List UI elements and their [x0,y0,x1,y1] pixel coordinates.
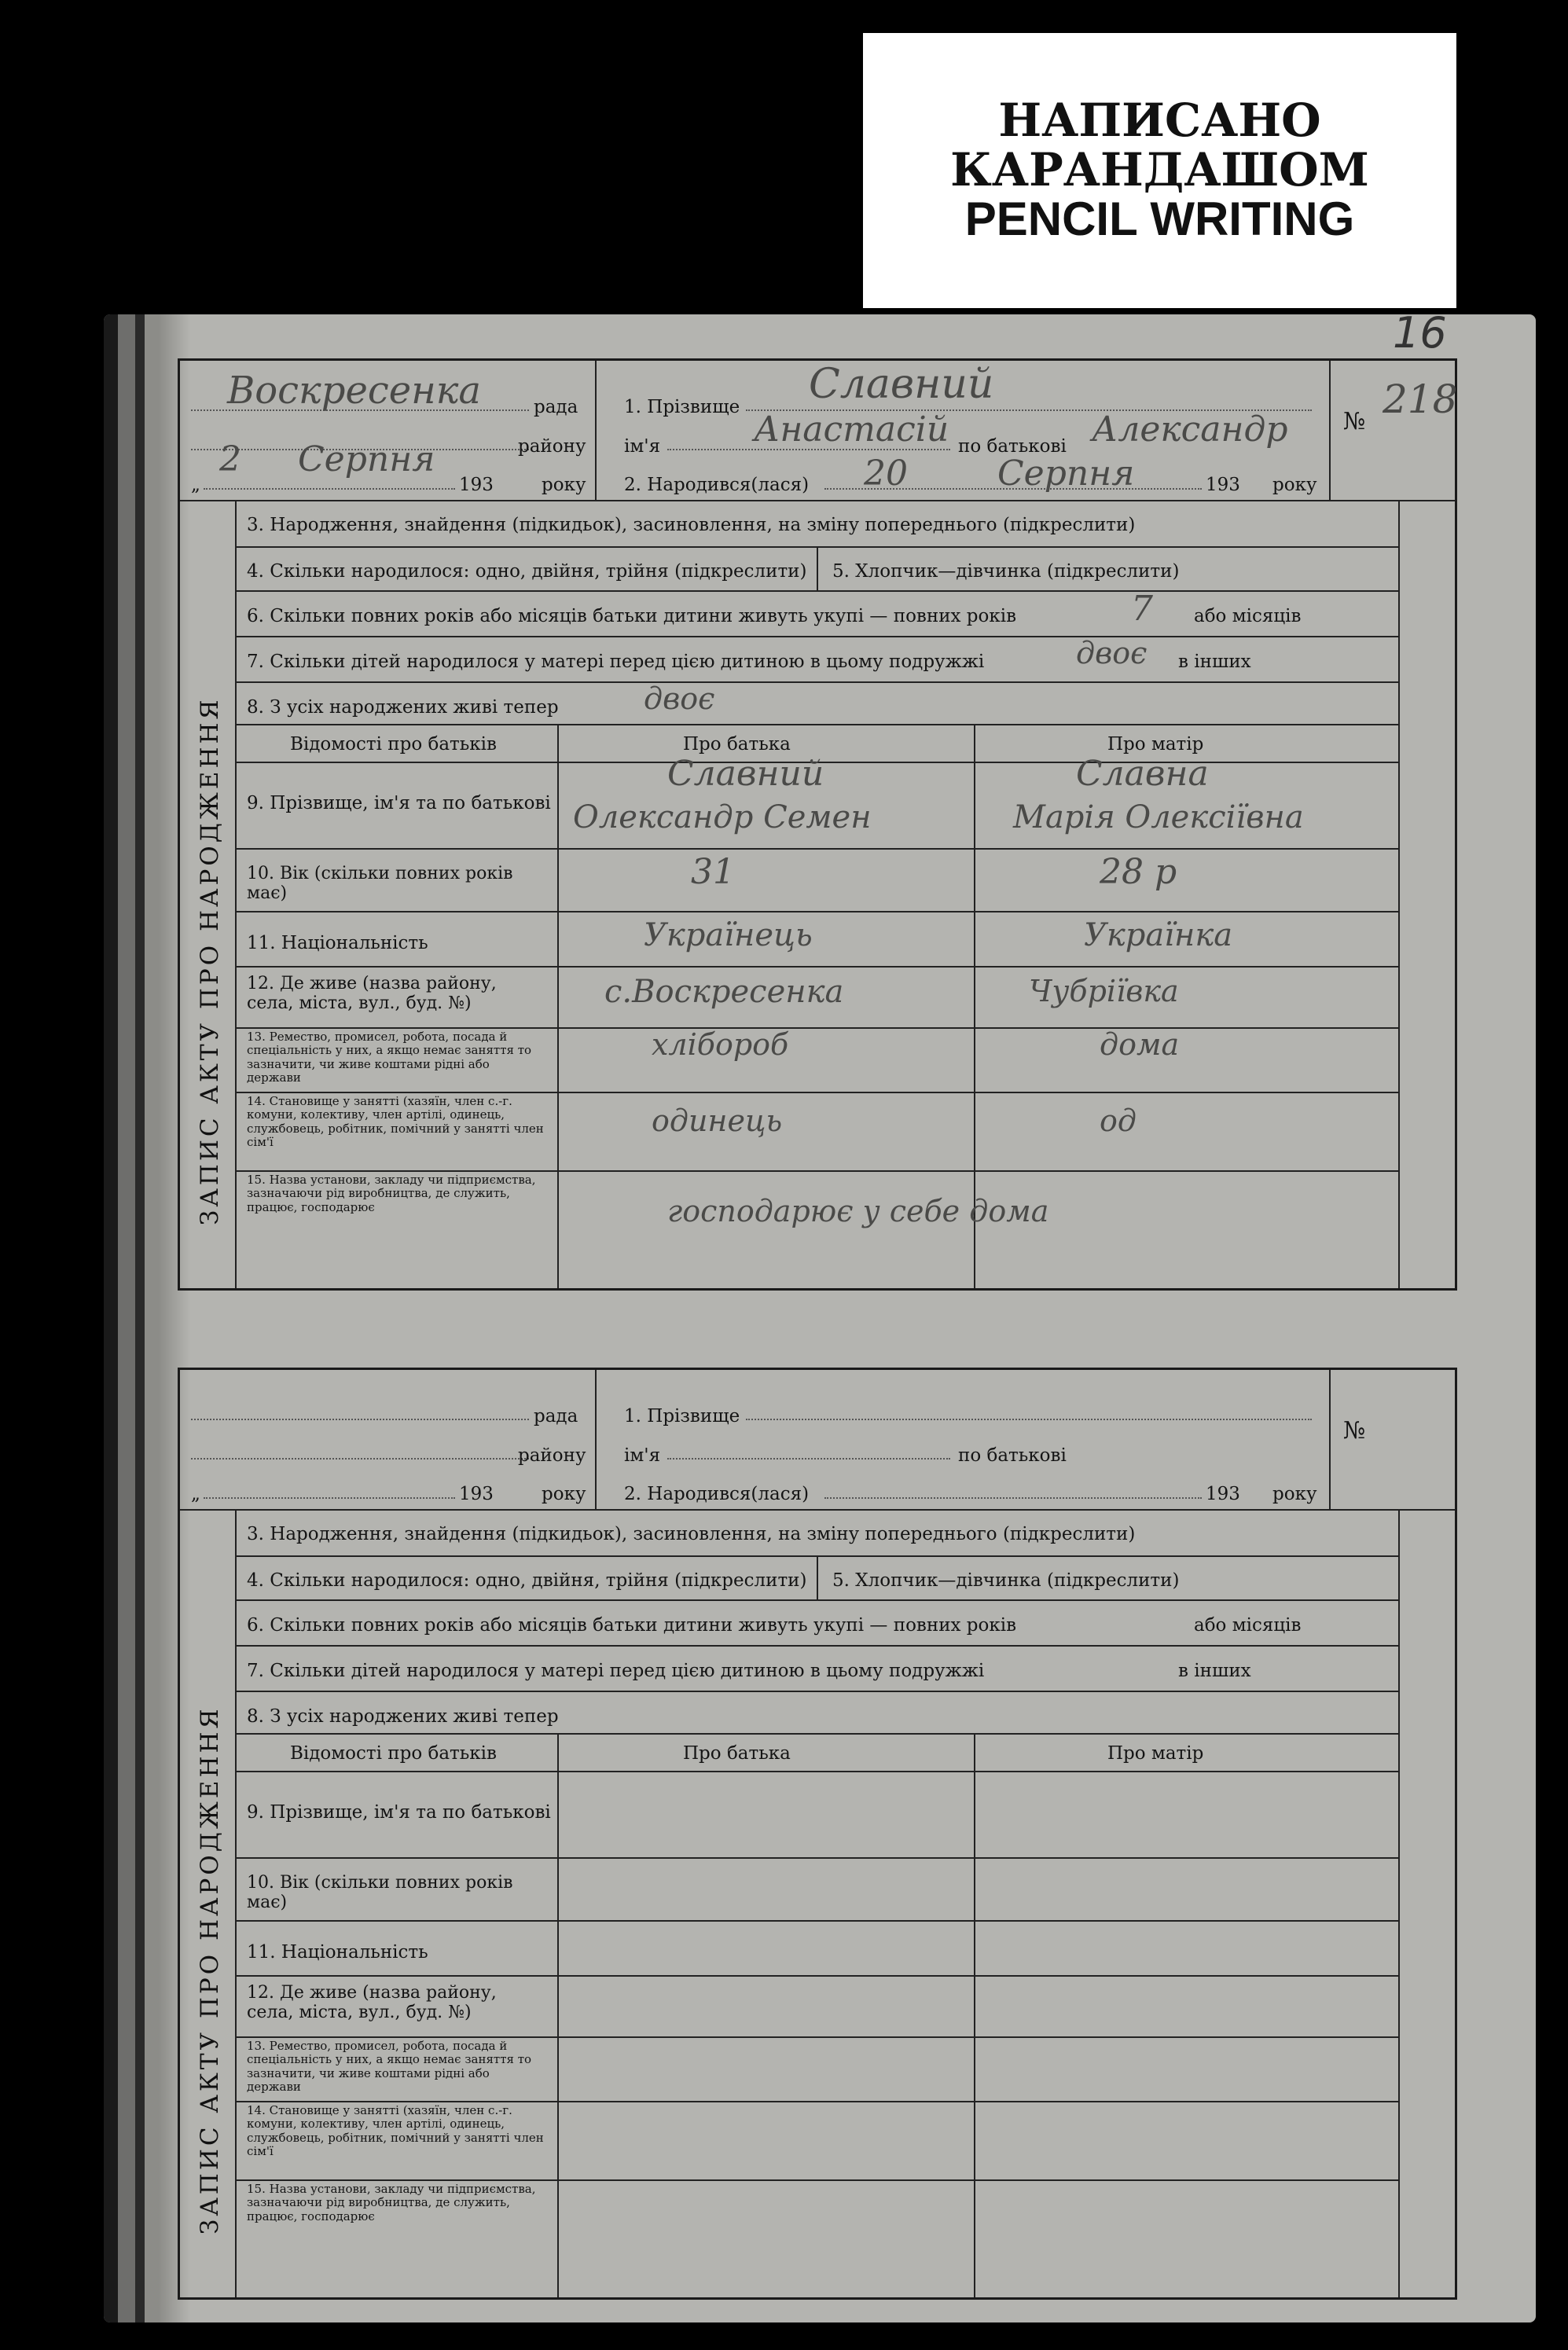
hw-alive-now: двоє [644,681,715,716]
row-15: 15. Назва установи, закладу чи підприємства, зазначаючи рід виробництва, де служить, працює, господарює [247,1173,536,1214]
row-4: 4. Скільки народилося: одно, двійня, трійня (підкреслити) [247,561,807,582]
hw-father-name: Олександр Семен [573,799,872,835]
label-line-2: КАРАНДАШОМ [950,142,1369,196]
row-12: 12. Де живе (назва району, села, міста, вул., буд. №) [247,974,497,1014]
hw-years-together: 7 [1131,589,1153,629]
hw-father-age: 31 [691,852,735,892]
raion-label: району [518,436,586,457]
row-13: 13. Ремество, промисел, робота, посада й спеціальність у них, а якщо немає заняття то зазначити, чи живе коштами рідні або держави [247,1030,532,1085]
row-6b: або місяців [1194,606,1302,626]
hw-patronymic: Александр [1092,409,1288,450]
patronymic-label: по батькові [958,436,1067,457]
row-7b: в інших [1178,652,1251,672]
hw-mother-place: Чубріївка [1029,974,1179,1008]
col-mother: Про матір [1107,734,1204,755]
hw-name: Анастасій [754,409,949,450]
year-label: 193 [459,475,494,495]
document-page [104,314,1536,2322]
hw-father-surname: Славний [667,754,824,794]
row-8: 8. З усіх народжених живі тепер [247,697,559,718]
page-number: 16 [1393,314,1447,358]
row-11: 11. Національність [247,933,428,953]
row-3: 3. Народження, знайдення (підкидьок), засиновлення, на зміну попереднього (підкреслити) [247,515,1136,535]
hw-mother-age: 28 р [1100,852,1177,892]
row-7: 7. Скільки дітей народилося у матері перед цією дитиною в цьому подружжі [247,652,985,672]
col-father: Про батька [683,734,791,755]
hw-record-no: 218 [1383,376,1458,422]
row-14: 14. Становище у занятті (хазяїн, член с.-г. комуни, колективу, член артілі, одинець, службовець, робітник, помічний у занятті член сім'ї [247,1094,544,1149]
hw-father-job: хлібороб [652,1027,789,1062]
hw-surname: Славний [809,361,994,408]
roku-label: року [542,475,586,495]
hw-mother-status: од [1100,1103,1137,1138]
record-number-sign: № [1343,408,1366,435]
hw-father-status: одинець [652,1103,783,1138]
hw-date-month: Серпня [298,439,435,479]
born-label: 2. Народився(лася) [624,475,810,495]
name-label: ім'я [624,436,661,457]
row-9: 9. Прізвище, ім'я та по батькові [247,793,551,813]
hw-mother-nationality: Українка [1084,917,1233,953]
hw-mother-job: дома [1100,1027,1180,1062]
hw-date-day: 2 [219,439,241,479]
hw-village: Воскресенка [227,369,482,413]
hw-father-nationality: Українець [644,917,813,953]
row-10: 10. Вік (скільки повних років має) [247,864,513,904]
side-title-2: ЗАПИС АКТУ ПРО НАРОДЖЕННЯ [196,1706,224,2234]
hw-birth-month: Серпня [997,453,1135,494]
hw-mother-name: Марія Олексіївна [1013,799,1304,835]
side-title: ЗАПИС АКТУ ПРО НАРОДЖЕННЯ [196,696,224,1225]
hw-mother-surname: Славна [1076,754,1209,794]
surname-label: 1. Прізвище [624,397,740,417]
col-info: Відомості про батьків [290,734,497,755]
hw-birth-day: 20 [864,453,908,494]
label-line-1: НАПИСАНО [998,93,1321,147]
pencil-writing-label [863,33,1456,308]
row-5: 5. Хлопчик—дівчинка (підкреслити) [832,561,1180,582]
row-6: 6. Скільки повних років або місяців батьки дитини живуть укупі — повних років [247,606,1017,626]
birth-record-form-1: рада району „ 193 року 1. Прізвище ім'я по батькові 2. Народився(лася) 193 року № Воскресенка 2 Серпня Славний Анастасій Александр 218 20 Серпня ЗАПИС АКТУ ПРО НАРОДЖЕННЯ 3. Народження, знайдення (підкидьок), засиновлення, на зміну попереднього (підкреслити) 4. Скільки народилося: одно, двійня, трійня (підкреслити) 5. Хлопчик—дівчинка (підкреслити) 6. Скільки повних років або місяців батьки дитини живуть укупі — повних років або місяців 7 7. Скільки дітей народилося у матері перед цією дитиною в цьому подружжі двоє в інших 8. З усіх народжених живі тепер двоє Відомості про батьків Про батька Про матір 9. Прізвище, ім'я та по батькові Славний Олександр Семен Славна Марія Олексіївна 10. Вік (скільки повних років має) 31 28 р 11. Національність Українець Українка 12. Де живе (назва району, села, міста, вул., буд. №) с.Воскресенка Чубріївка 13. Ремество, промисел, робота, посада й спеціальність у них, а якщо немає заняття то зазначити, чи живе коштами рідні або держави хлібороб дома 14. Становище у занятті (хазяїн, член с.-г. комуни, колективу, член артілі, одинець, службовець, робітник, помічний у занятті член сім'ї одинець од 15. Назва установи, закладу чи підприємства, зазначаючи рід виробництва, де служить, працює, господарює господарює у себе дома [178,358,1457,1291]
rada-label: рада [534,397,578,417]
birth-record-form-2: рада району „ 193 року 1. Прізвище ім'я по батькові 2. Народився(лася) 193 року № ЗАПИС АКТУ ПРО НАРОДЖЕННЯ 3. Народження, знайдення (підкидьок), засиновлення, на зміну попереднього (підкреслити) 4. Скільки народилося: одно, двійня, трійня (підкреслити) 5. Хлопчик—дівчинка (підкреслити) 6. Скільки повних років або місяців батьки дитини живуть укупі — повних років або місяців 7. Скільки дітей народилося у матері перед цією дитиною в цьому подружжі в інших 8. З усіх народжених живі тепер Відомості про батьків Про батька Про матір 9. Прізвище, ім'я та по батькові 10. Вік (скільки повних років має) 11. Національність 12. Де живе (назва району, села, міста, вул., буд. №) 13. Ремество, промисел, робота, посада й спеціальність у них, а якщо немає заняття то зазначити, чи живе коштами рідні або держави 14. Становище у занятті (хазяїн, член с.-г. комуни, колективу, член артілі, одинець, службовець, робітник, помічний у занятті член сім'ї 15. Назва установи, закладу чи підприємства, зазначаючи рід виробництва, де служить, працює, господарює [178,1368,1457,2300]
hw-father-place: с.Воскресенка [604,974,844,1010]
hw-children-before: двоє [1076,636,1148,670]
hw-father-work: господарює у себе дома [667,1194,1049,1228]
label-line-3: PENCIL WRITING [964,193,1355,246]
